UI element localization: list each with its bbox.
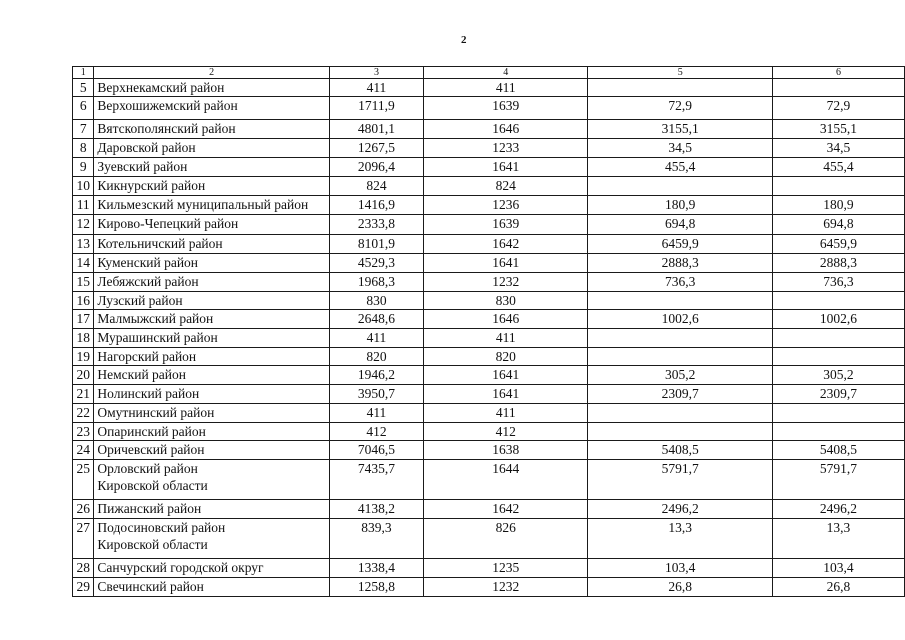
district-name: Кикнурский район — [94, 177, 329, 196]
table-row — [73, 310, 905, 329]
value-col5 — [588, 79, 772, 97]
district-name: Пижанский район — [94, 500, 329, 519]
value-col5 — [588, 404, 772, 423]
value-col3: 4138,2 — [329, 500, 423, 519]
value-col3: 411 — [329, 404, 423, 423]
row-number: 5 — [73, 79, 94, 97]
value-col6: 305,2 — [772, 366, 904, 385]
table-row — [73, 423, 905, 441]
district-name: Опаринский район — [94, 423, 329, 441]
district-name: Кирово-Чепецкий район — [94, 215, 329, 235]
table-row — [73, 158, 905, 177]
value-col6: 26,8 — [772, 578, 904, 597]
value-col4: 1233 — [424, 139, 588, 158]
value-col5: 305,2 — [588, 366, 772, 385]
table-row — [73, 139, 905, 158]
district-name-line: Орловский район — [97, 461, 198, 476]
row-number: 20 — [73, 366, 94, 385]
column-header: 1 — [73, 67, 94, 79]
table-row — [73, 519, 905, 559]
value-col6: 2888,3 — [772, 254, 904, 273]
value-col5: 694,8 — [588, 215, 772, 235]
row-number: 18 — [73, 329, 94, 348]
value-col5: 3155,1 — [588, 120, 772, 139]
value-col5: 2496,2 — [588, 500, 772, 519]
value-col3: 1267,5 — [329, 139, 423, 158]
value-col4: 1638 — [424, 441, 588, 460]
value-col3: 1711,9 — [329, 97, 423, 120]
value-col6: 5408,5 — [772, 441, 904, 460]
table-row — [73, 385, 905, 404]
table-row — [73, 559, 905, 578]
row-number: 26 — [73, 500, 94, 519]
value-col5: 5791,7 — [588, 460, 772, 500]
value-col5: 2888,3 — [588, 254, 772, 273]
column-header: 4 — [424, 67, 588, 79]
district-name: Омутнинский район — [94, 404, 329, 423]
value-col3: 411 — [329, 329, 423, 348]
district-name: Вятскополянский район — [94, 120, 329, 139]
row-number: 23 — [73, 423, 94, 441]
value-col4: 1639 — [424, 97, 588, 120]
value-col3: 820 — [329, 348, 423, 366]
value-col5 — [588, 348, 772, 366]
value-col4: 411 — [424, 79, 588, 97]
value-col5 — [588, 329, 772, 348]
value-col4: 824 — [424, 177, 588, 196]
value-col6 — [772, 348, 904, 366]
table-row — [73, 578, 905, 597]
value-col4: 411 — [424, 404, 588, 423]
table-row — [73, 196, 905, 215]
table-row — [73, 273, 905, 292]
table-row — [73, 329, 905, 348]
table-row — [73, 79, 905, 97]
value-col3: 1968,3 — [329, 273, 423, 292]
row-number: 17 — [73, 310, 94, 329]
value-col3: 2333,8 — [329, 215, 423, 235]
value-col4: 1232 — [424, 273, 588, 292]
value-col3: 1416,9 — [329, 196, 423, 215]
column-header: 5 — [588, 67, 772, 79]
value-col3: 4801,1 — [329, 120, 423, 139]
value-col3: 411 — [329, 79, 423, 97]
district-name: Верхнекамский район — [94, 79, 329, 97]
column-header: 3 — [329, 67, 423, 79]
value-col3: 1338,4 — [329, 559, 423, 578]
row-number: 13 — [73, 235, 94, 254]
value-col6: 694,8 — [772, 215, 904, 235]
value-col5: 103,4 — [588, 559, 772, 578]
value-col6: 2309,7 — [772, 385, 904, 404]
value-col3: 1258,8 — [329, 578, 423, 597]
row-number: 29 — [73, 578, 94, 597]
district-name: Мурашинский район — [94, 329, 329, 348]
district-name: Нолинский район — [94, 385, 329, 404]
table-row — [73, 235, 905, 254]
district-name: Санчурский городской округ — [94, 559, 329, 578]
district-name: Оричевский район — [94, 441, 329, 460]
row-number: 22 — [73, 404, 94, 423]
table-body — [73, 67, 905, 597]
district-name: Кильмезский муниципальный район — [94, 196, 329, 215]
value-col4: 1644 — [424, 460, 588, 500]
value-col6: 5791,7 — [772, 460, 904, 500]
value-col6 — [772, 423, 904, 441]
row-number: 16 — [73, 292, 94, 310]
value-col6 — [772, 177, 904, 196]
table-row — [73, 348, 905, 366]
value-col6: 180,9 — [772, 196, 904, 215]
row-number: 10 — [73, 177, 94, 196]
district-name: Зуевский район — [94, 158, 329, 177]
value-col4: 1232 — [424, 578, 588, 597]
value-col5: 34,5 — [588, 139, 772, 158]
district-name: Лузский район — [94, 292, 329, 310]
district-name: Нагорский район — [94, 348, 329, 366]
table-row — [73, 404, 905, 423]
value-col5: 455,4 — [588, 158, 772, 177]
table-row — [73, 215, 905, 235]
table-row — [73, 120, 905, 139]
row-number: 25 — [73, 460, 94, 500]
value-col3: 839,3 — [329, 519, 423, 559]
value-col4: 1236 — [424, 196, 588, 215]
district-name: Немский район — [94, 366, 329, 385]
value-col4: 826 — [424, 519, 588, 559]
value-col4: 1641 — [424, 385, 588, 404]
value-col4: 820 — [424, 348, 588, 366]
district-name: Даровской район — [94, 139, 329, 158]
value-col3: 8101,9 — [329, 235, 423, 254]
value-col5 — [588, 423, 772, 441]
table-row — [73, 254, 905, 273]
value-col3: 4529,3 — [329, 254, 423, 273]
value-col4: 411 — [424, 329, 588, 348]
district-name: Котельничский район — [94, 235, 329, 254]
table-row — [73, 97, 905, 120]
value-col4: 1641 — [424, 158, 588, 177]
value-col4: 1642 — [424, 235, 588, 254]
value-col6: 72,9 — [772, 97, 904, 120]
value-col5: 72,9 — [588, 97, 772, 120]
value-col6 — [772, 79, 904, 97]
value-col4: 1646 — [424, 120, 588, 139]
row-number: 8 — [73, 139, 94, 158]
row-number: 6 — [73, 97, 94, 120]
row-number: 21 — [73, 385, 94, 404]
column-header: 2 — [94, 67, 329, 79]
row-number: 12 — [73, 215, 94, 235]
value-col6 — [772, 329, 904, 348]
value-col4: 1641 — [424, 366, 588, 385]
row-number: 14 — [73, 254, 94, 273]
value-col3: 412 — [329, 423, 423, 441]
value-col5: 736,3 — [588, 273, 772, 292]
value-col3: 7046,5 — [329, 441, 423, 460]
district-name — [94, 519, 329, 559]
row-number: 28 — [73, 559, 94, 578]
district-name: Куменский район — [94, 254, 329, 273]
value-col4: 1639 — [424, 215, 588, 235]
value-col3: 3950,7 — [329, 385, 423, 404]
value-col3: 1946,2 — [329, 366, 423, 385]
value-col6: 13,3 — [772, 519, 904, 559]
value-col5: 6459,9 — [588, 235, 772, 254]
value-col5: 2309,7 — [588, 385, 772, 404]
value-col4: 1646 — [424, 310, 588, 329]
district-name: Верхошижемский район — [94, 97, 329, 120]
value-col6 — [772, 404, 904, 423]
value-col6: 736,3 — [772, 273, 904, 292]
table-row — [73, 500, 905, 519]
value-col6: 34,5 — [772, 139, 904, 158]
data-table — [72, 66, 905, 597]
value-col3: 2096,4 — [329, 158, 423, 177]
value-col5: 26,8 — [588, 578, 772, 597]
district-name-line: Кировской области — [97, 478, 208, 493]
table-row — [73, 441, 905, 460]
value-col6: 3155,1 — [772, 120, 904, 139]
district-name — [94, 460, 329, 500]
value-col5: 1002,6 — [588, 310, 772, 329]
table-row — [73, 177, 905, 196]
table-row — [73, 460, 905, 500]
table-row — [73, 292, 905, 310]
value-col4: 1642 — [424, 500, 588, 519]
value-col6: 2496,2 — [772, 500, 904, 519]
district-name: Свечинский район — [94, 578, 329, 597]
value-col4: 412 — [424, 423, 588, 441]
value-col5: 180,9 — [588, 196, 772, 215]
row-number: 27 — [73, 519, 94, 559]
value-col5: 5408,5 — [588, 441, 772, 460]
value-col3: 830 — [329, 292, 423, 310]
value-col6: 1002,6 — [772, 310, 904, 329]
value-col3: 2648,6 — [329, 310, 423, 329]
district-name-line: Кировской области — [97, 537, 208, 552]
value-col3: 824 — [329, 177, 423, 196]
value-col5 — [588, 292, 772, 310]
value-col3: 7435,7 — [329, 460, 423, 500]
row-number: 9 — [73, 158, 94, 177]
value-col4: 1235 — [424, 559, 588, 578]
value-col5 — [588, 177, 772, 196]
district-name: Малмыжский район — [94, 310, 329, 329]
district-name-line: Подосиновский район — [97, 520, 226, 535]
value-col6: 455,4 — [772, 158, 904, 177]
row-number: 24 — [73, 441, 94, 460]
row-number: 15 — [73, 273, 94, 292]
page-number: 2 — [461, 34, 467, 46]
row-number: 7 — [73, 120, 94, 139]
value-col6: 6459,9 — [772, 235, 904, 254]
value-col6 — [772, 292, 904, 310]
value-col4: 830 — [424, 292, 588, 310]
column-header: 6 — [772, 67, 904, 79]
value-col4: 1641 — [424, 254, 588, 273]
value-col5: 13,3 — [588, 519, 772, 559]
row-number: 19 — [73, 348, 94, 366]
district-name: Лебяжский район — [94, 273, 329, 292]
row-number: 11 — [73, 196, 94, 215]
table-row — [73, 366, 905, 385]
value-col6: 103,4 — [772, 559, 904, 578]
header-row — [73, 67, 905, 79]
